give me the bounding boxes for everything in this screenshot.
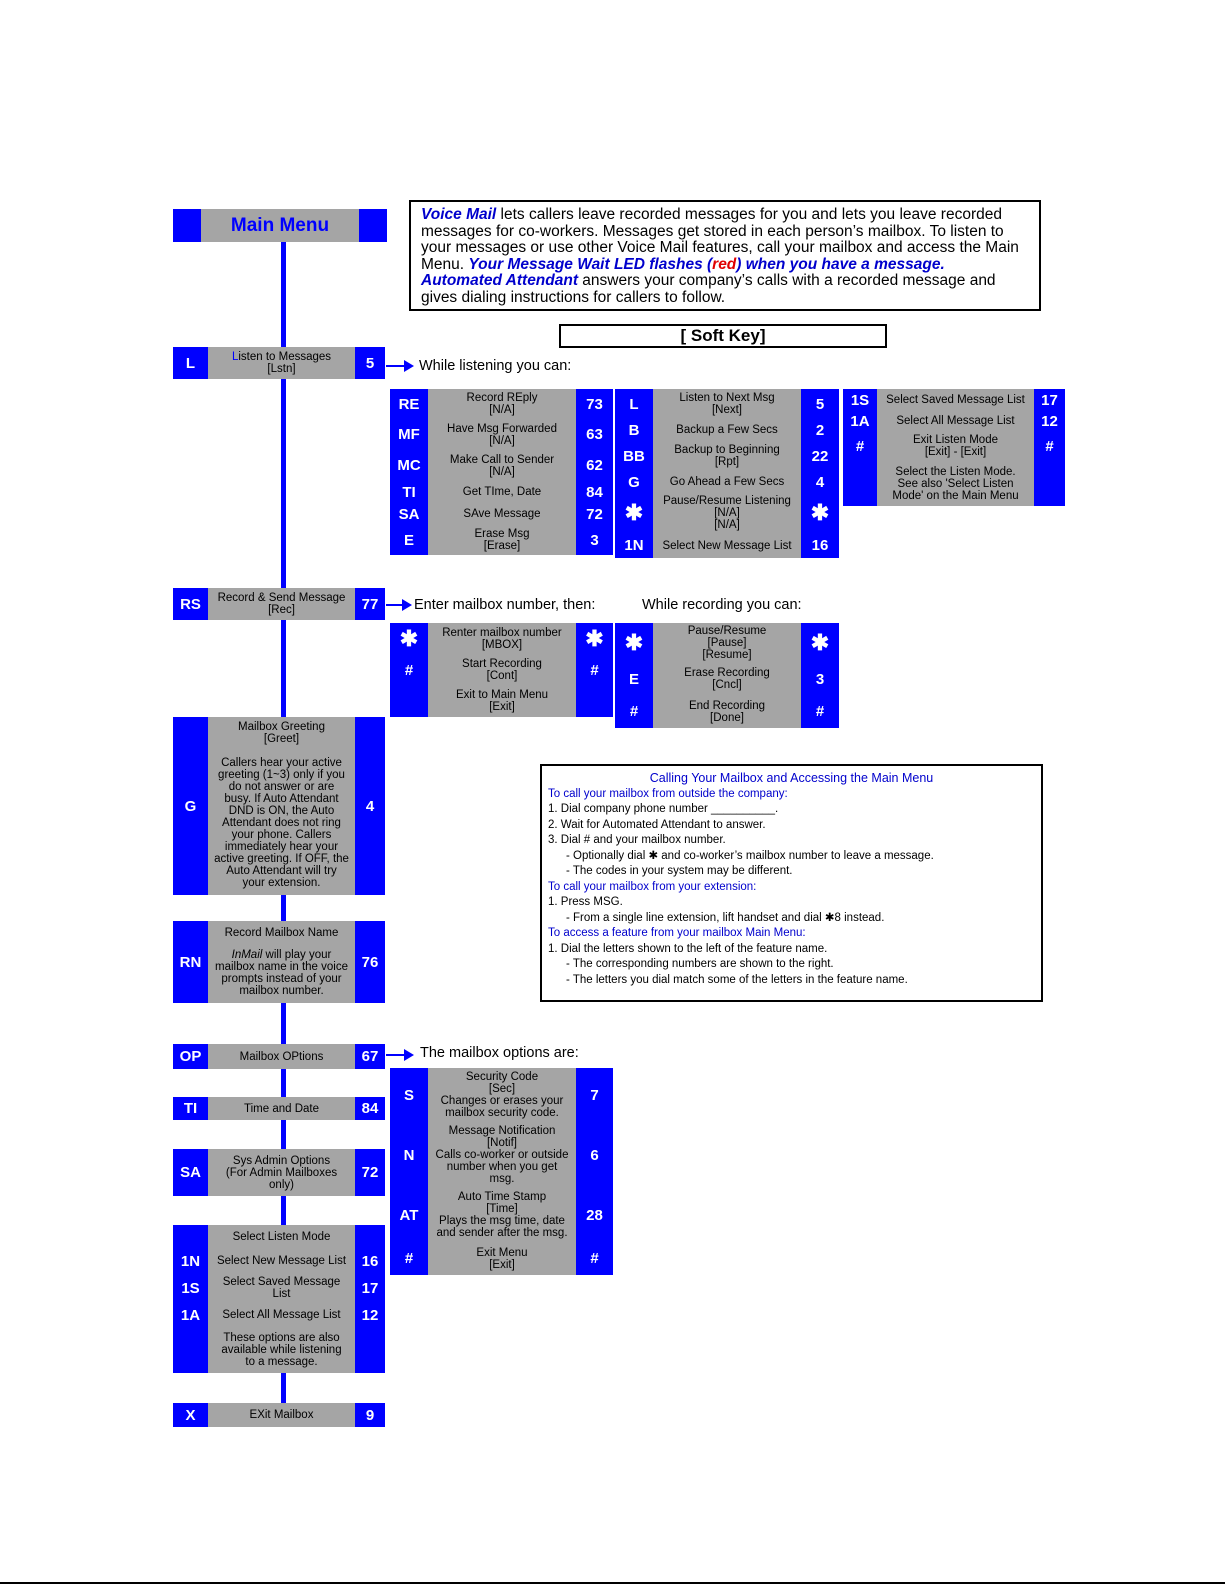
listen-col1-numbers xyxy=(576,389,613,555)
listen-messages-row[interactable] xyxy=(173,347,385,379)
mailbox-greeting-row[interactable] xyxy=(173,717,385,895)
main-menu-header xyxy=(173,209,387,242)
greeting-title: Mailbox Greeting [Greet] xyxy=(238,721,325,745)
info-step-3b: - The codes in your system may be different. xyxy=(566,865,793,877)
info-step-2: 2. Wait for Automated Attendant to answer. xyxy=(548,818,766,831)
options-code: OP xyxy=(173,1044,208,1069)
info-title: Calling Your Mailbox and Accessing the Main Menu xyxy=(649,771,934,785)
listen-col2-label-0[interactable]: Listen to Next Msg [Next] xyxy=(679,392,775,416)
intro-text-1: lets callers leave recorded messages for you and lets you leave recorded messages for co-workers. Messages get stored in each person’s mailbox. To listen to your messages or use other Voice Mail features, call your mailbox and access the Main Menu. xyxy=(421,206,1019,273)
while-recording-text: While recording you can: xyxy=(642,597,802,613)
listen-col3-num-3 xyxy=(1034,461,1065,506)
listen-col2-code-3: G xyxy=(628,473,640,491)
sys-admin-number: 72 xyxy=(355,1149,385,1196)
listen-col1-code-5: E xyxy=(403,531,414,549)
record-send-code: RS xyxy=(173,588,208,620)
listen-mode-num-2: 12 xyxy=(361,1306,379,1324)
info-feature-step-1b: - The letters you dial match some of the letters in the feature name. xyxy=(566,973,908,986)
listen-number: 5 xyxy=(355,347,385,379)
options-list-code-1: N xyxy=(403,1146,415,1164)
options-list-num-3: # xyxy=(590,1250,599,1267)
listen-mode-code-0: 1N xyxy=(180,1252,201,1270)
listen-col2-label-5[interactable]: Select New Message List xyxy=(662,539,792,552)
record-col1-num-2 xyxy=(576,685,613,717)
record-arrow xyxy=(386,604,406,606)
soft-key-label: [ Soft Key] xyxy=(559,324,887,348)
record-col1-code-1: # xyxy=(404,661,414,679)
info-feature-step-1: 1. Dial the letters shown to the left of the feature name. xyxy=(548,942,828,955)
record-send-number: 77 xyxy=(355,588,385,620)
record-col2-num-1: 3 xyxy=(815,670,825,688)
mailbox-options-panel xyxy=(390,1068,613,1275)
record-col2-numbers xyxy=(801,623,839,728)
greeting-code: G xyxy=(173,717,208,895)
record-col2-code-0: ✱ xyxy=(624,630,644,655)
mailbox-options-row[interactable] xyxy=(173,1044,385,1069)
options-list-labels xyxy=(428,1068,576,1275)
time-date-row[interactable] xyxy=(173,1097,385,1120)
options-list-num-1: 6 xyxy=(590,1146,599,1164)
options-list-num-0: 7 xyxy=(590,1086,599,1104)
record-name-label xyxy=(208,921,355,1003)
listen-label-text: isten to Messages xyxy=(238,351,332,363)
main-menu-right-cap xyxy=(359,209,387,242)
listen-options-panel-1 xyxy=(390,389,613,555)
listen-col2-num-5: 16 xyxy=(811,537,829,554)
listen-col1-num-3: 84 xyxy=(586,483,603,501)
listen-col3-num-2: # xyxy=(1045,437,1054,455)
time-date-code: TI xyxy=(173,1097,208,1120)
listen-col1-code-4: SA xyxy=(398,505,420,523)
listen-col2-label-2[interactable]: Backup to Beginning [Rpt] xyxy=(674,444,780,468)
listen-mode-code-2: 1A xyxy=(180,1306,201,1324)
listen-mode-code-spacer xyxy=(173,1225,208,1249)
listen-mode-note: These options are also available while listening to a message. xyxy=(221,1332,342,1368)
listen-arrow-text: While listening you can: xyxy=(419,358,572,374)
record-col1-numbers xyxy=(576,623,613,717)
options-list-label-3[interactable]: Exit Menu [Exit] xyxy=(476,1246,528,1271)
record-col2-codes xyxy=(615,623,653,728)
listen-col1-num-5: 3 xyxy=(590,531,599,549)
listen-col1-label-1[interactable]: Have Msg Forwarded [N/A] xyxy=(447,422,557,447)
main-menu-left-cap xyxy=(173,209,201,242)
sys-admin-label: Sys Admin Options (For Admin Mailboxes only) xyxy=(208,1149,355,1196)
listen-col1-num-2: 62 xyxy=(586,457,603,474)
listen-col2-label-3[interactable]: Go Ahead a Few Secs xyxy=(669,476,785,488)
listen-arrow xyxy=(386,365,408,367)
record-col1-code-0: ✱ xyxy=(399,626,419,651)
listen-col1-num-1: 63 xyxy=(586,426,603,443)
listen-label-sub: [Lstn] xyxy=(267,363,296,375)
listen-mode-num-end xyxy=(355,1327,385,1373)
led-red-word: red xyxy=(712,255,737,273)
listen-col2-code-4: ✱ xyxy=(624,500,644,525)
record-col1-label-1[interactable]: Start Recording [Cont] xyxy=(462,658,542,682)
info-step-3: 3. Dial # and your mailbox number. xyxy=(548,834,726,846)
sys-admin-code: SA xyxy=(173,1149,208,1196)
exit-number: 9 xyxy=(355,1403,385,1427)
listen-col3-label-2[interactable]: Exit Listen Mode [Exit] - [Exit] xyxy=(912,434,998,458)
info-ext-step-1: 1. Press MSG. xyxy=(548,896,623,908)
record-col2-label-1[interactable]: Erase Recording [Cncl] xyxy=(684,667,770,691)
listen-mode-label-1[interactable]: Select Saved Message List xyxy=(222,1276,341,1300)
listen-col2-num-0: 5 xyxy=(815,395,825,413)
listen-mode-label-0[interactable]: Select New Message List xyxy=(216,1255,347,1267)
listen-col1-code-3: TI xyxy=(402,483,416,501)
listen-col2-num-4: ✱ xyxy=(810,500,830,525)
options-arrow xyxy=(386,1054,408,1056)
listen-col1-num-4: 72 xyxy=(586,505,603,523)
listen-col3-label-0[interactable]: Select Saved Message List xyxy=(886,394,1025,406)
listen-options-panel-2 xyxy=(615,389,839,558)
listen-col2-label-1[interactable]: Backup a Few Secs xyxy=(676,424,778,436)
time-date-label: Time and Date xyxy=(208,1097,355,1120)
intro-text-2: answers your company’s calls with a recorded message and gives dialing instructions for callers to follow. xyxy=(421,272,996,306)
info-heading-outside: To call your mailbox from outside the company: xyxy=(548,787,788,800)
listen-mode-numbers xyxy=(355,1225,385,1373)
listen-col3-label-1[interactable]: Select All Message List xyxy=(896,415,1015,427)
record-options-panel-1 xyxy=(390,623,613,717)
voice-mail-intro-box xyxy=(409,200,1041,311)
listen-col2-code-0: L xyxy=(629,395,639,413)
record-col2-label-0[interactable]: Pause/Resume [Pause] [Resume] xyxy=(687,625,767,661)
page-bottom-rule xyxy=(0,1582,1225,1584)
listen-col1-label-5[interactable]: Erase Msg [Erase] xyxy=(474,528,530,552)
record-name-body: will play your mailbox name in the voice prompts instead of your mailbox number. xyxy=(215,949,348,997)
record-col2-labels xyxy=(653,623,801,728)
listen-col3-num-0: 17 xyxy=(1041,391,1058,409)
record-col2-label-2[interactable]: End Recording [Done] xyxy=(688,699,766,724)
options-list-label-0[interactable]: Security Code [Sec] Changes or erases your mailbox security code. xyxy=(440,1071,564,1119)
listen-col3-labels xyxy=(877,389,1034,506)
listen-mode-num-1: 17 xyxy=(361,1279,379,1297)
listen-col3-num-1: 12 xyxy=(1041,412,1058,430)
options-list-numbers xyxy=(576,1068,613,1275)
inmail-term: InMail xyxy=(231,949,263,961)
options-list-label-1[interactable]: Message Notification [Notif] Calls co-worker or outside number when you get msg. xyxy=(435,1125,569,1185)
listen-label-hl: L xyxy=(231,351,239,363)
record-options-panel-2 xyxy=(615,623,839,728)
info-heading-feature: To access a feature from your mailbox Main Menu: xyxy=(548,927,806,939)
listen-mode-num-spacer xyxy=(355,1225,385,1249)
listen-col3-label-3: Select the Listen Mode. See also 'Select Listen Mode' on the Main Menu xyxy=(892,465,1019,502)
listen-col2-numbers xyxy=(801,389,839,558)
record-send-row[interactable] xyxy=(173,588,385,620)
record-col1-num-0: ✱ xyxy=(585,626,604,651)
listen-label xyxy=(208,347,355,379)
info-step-3a: - Optionally dial ✱ and co-worker’s mailbox number to leave a message. xyxy=(566,849,934,862)
listen-col2-codes xyxy=(615,389,653,558)
listen-col2-num-2: 22 xyxy=(811,447,829,465)
record-col1-labels xyxy=(428,623,576,717)
listen-col1-label-0[interactable]: Record REply [N/A] xyxy=(466,392,538,416)
listen-mode-labels xyxy=(208,1225,355,1373)
voice-mail-term: Voice Mail xyxy=(421,206,497,223)
greeting-number: 4 xyxy=(355,717,385,895)
listen-col1-label-4[interactable]: SAve Message xyxy=(463,508,541,520)
listen-mode-label-2[interactable]: Select All Message List xyxy=(222,1309,341,1321)
record-col2-code-2: # xyxy=(629,703,639,720)
record-col2-num-0: ✱ xyxy=(810,630,830,655)
record-name-number: 76 xyxy=(355,921,385,1003)
options-label: Mailbox OPtions xyxy=(208,1044,355,1069)
led-text-b: ) when you have a message. xyxy=(736,255,945,273)
listen-col1-label-3[interactable]: Get TIme, Date xyxy=(462,486,542,498)
listen-code: L xyxy=(173,347,208,379)
listen-col2-num-1: 2 xyxy=(815,421,825,439)
listen-col3-code-3 xyxy=(843,461,877,506)
options-list-codes xyxy=(390,1068,428,1275)
greeting-label xyxy=(208,717,355,895)
info-heading-extension: To call your mailbox from your extension: xyxy=(548,880,757,893)
listen-mode-code-1: 1S xyxy=(181,1279,200,1297)
listen-col3-code-1: 1A xyxy=(850,412,870,430)
exit-mailbox-row[interactable] xyxy=(173,1403,385,1427)
listen-mode-num-0: 16 xyxy=(361,1252,379,1270)
listen-col2-label-4[interactable]: Pause/Resume Listening [N/A] [N/A] xyxy=(663,495,791,531)
record-col1-code-2 xyxy=(390,685,428,717)
options-list-label-2[interactable]: Auto Time Stamp [Time] Plays the msg time, date and sender after the msg. xyxy=(436,1191,568,1239)
record-col1-label-2[interactable]: Exit to Main Menu [Exit] xyxy=(455,689,549,713)
record-name-row[interactable] xyxy=(173,921,385,1003)
options-number: 67 xyxy=(355,1044,385,1069)
exit-code: X xyxy=(173,1403,208,1427)
record-col1-num-1: # xyxy=(590,661,599,679)
listen-col2-num-3: 4 xyxy=(815,473,825,491)
listen-col3-code-2: # xyxy=(855,437,865,455)
calling-mailbox-info-box xyxy=(540,764,1043,1002)
record-col1-label-0[interactable]: Renter mailbox number [MBOX] xyxy=(442,627,562,651)
listen-col2-code-5: 1N xyxy=(624,537,644,554)
sys-admin-row[interactable] xyxy=(173,1149,385,1196)
listen-mode-title: Select Listen Mode xyxy=(232,1231,331,1243)
listen-col1-codes xyxy=(390,389,428,555)
options-list-num-2: 28 xyxy=(586,1206,603,1224)
options-list-code-3: # xyxy=(404,1250,414,1267)
options-arrow-text: The mailbox options are: xyxy=(420,1045,579,1061)
info-feature-step-1a: - The corresponding numbers are shown to the right. xyxy=(566,958,834,970)
listen-col1-label-2[interactable]: Make Call to Sender [N/A] xyxy=(449,453,555,478)
listen-mode-block xyxy=(173,1225,385,1373)
options-list-code-2: AT xyxy=(399,1206,419,1224)
time-date-number: 84 xyxy=(355,1097,385,1120)
listen-col3-codes xyxy=(843,389,877,506)
listen-options-panel-3 xyxy=(843,389,1065,506)
listen-col2-code-1: B xyxy=(628,421,640,439)
listen-col3-code-0: 1S xyxy=(850,391,870,409)
record-col2-code-1: E xyxy=(628,670,639,688)
listen-col2-code-2: BB xyxy=(623,447,645,465)
led-text-a: Your Message Wait LED flashes ( xyxy=(468,255,713,273)
listen-col1-code-2: MC xyxy=(397,457,421,474)
listen-col1-code-1: MF xyxy=(398,426,420,443)
record-name-code: RN xyxy=(173,921,208,1003)
record-arrow-text: Enter mailbox number, then: xyxy=(414,597,596,613)
listen-col2-labels xyxy=(653,389,801,558)
info-ext-step-1a: - From a single line extension, lift handset and dial ✱8 instead. xyxy=(566,911,885,924)
listen-col3-numbers xyxy=(1034,389,1065,506)
main-menu-title: Main Menu xyxy=(201,209,359,242)
listen-mode-code-end xyxy=(173,1327,208,1373)
automated-attendant-term: Automated Attendant xyxy=(421,272,578,289)
listen-mode-codes xyxy=(173,1225,208,1373)
record-send-label: Record & Send Message [Rec] xyxy=(208,588,355,620)
listen-col1-labels xyxy=(428,389,576,555)
greeting-body: Callers hear your active greeting (1~3) only if you do not answer or are busy. If Auto Attendant DND is ON, the Auto Attendant does not ring your phone. Callers immediately hear your active greeting. If OFF, the Auto Attendant will try your extension. xyxy=(214,757,349,889)
exit-label: EXit Mailbox xyxy=(208,1403,355,1427)
info-step-1: 1. Dial company phone number __________. xyxy=(548,803,779,815)
record-name-title: Record Mailbox Name xyxy=(224,927,339,939)
listen-col1-code-0: RE xyxy=(398,395,420,413)
options-list-code-0: S xyxy=(403,1086,414,1104)
listen-col1-num-0: 73 xyxy=(586,395,603,413)
record-col1-codes xyxy=(390,623,428,717)
record-col2-num-2: # xyxy=(815,703,825,720)
